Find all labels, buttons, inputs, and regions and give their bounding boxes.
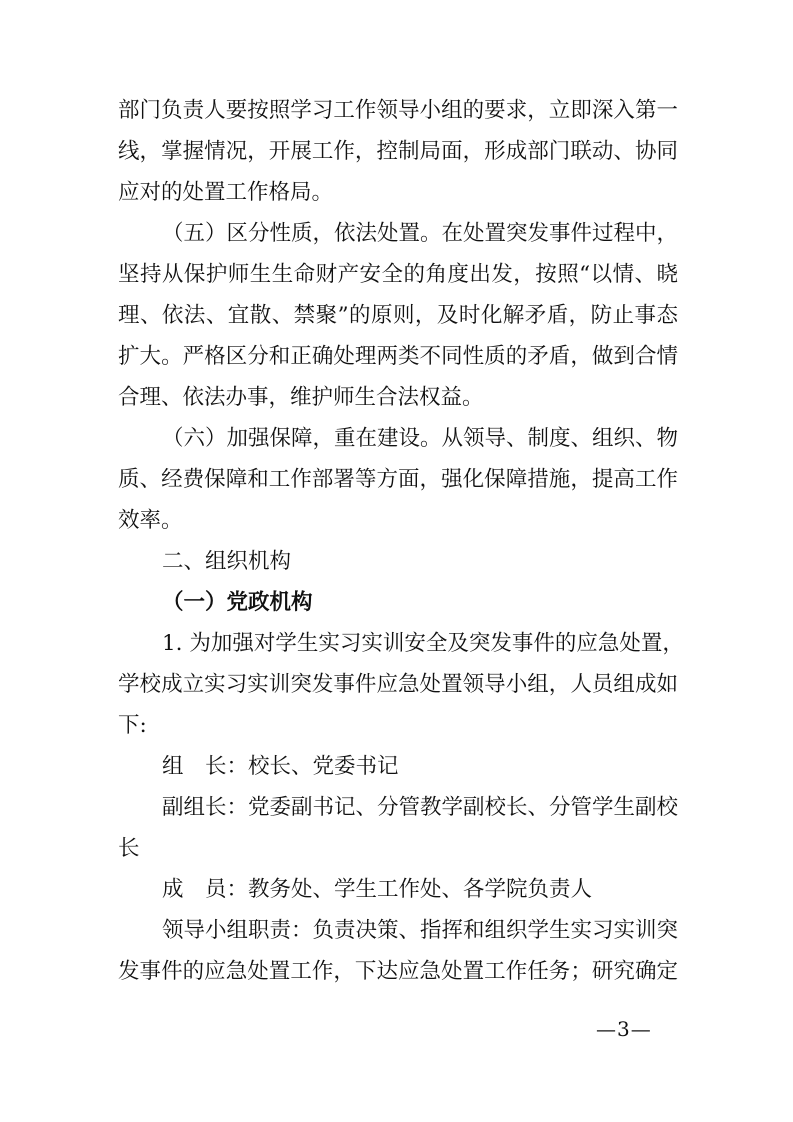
group-leader-line: 组 长：校长、党委书记 (162, 754, 399, 779)
deputy-leader-line: 副组长：党委副书记、分管教学副校长、分管学生副校 (162, 795, 679, 820)
body-text-line: 理、依法、宜散、禁聚”的原则，及时化解矛盾，防止事态 (118, 303, 678, 328)
body-text-line: 应对的处置工作格局。 (118, 180, 334, 205)
body-text-line: 学校成立实习实训突发事件应急处置领导小组，人员组成如 (118, 672, 678, 697)
body-text-line: 扩大。严格区分和正确处理两类不同性质的矛盾，做到合情 (118, 344, 678, 369)
body-text-line: 合理、依法办事，维护师生合法权益。 (118, 385, 484, 410)
body-text-line: 部门负责人要按照学习工作领导小组的要求，立即深入第一 (118, 98, 678, 123)
duties-line: 领导小组职责：负责决策、指挥和组织学生实习实训突 (162, 918, 679, 943)
section-heading-organization: 二、组织机构 (162, 549, 292, 574)
body-text-line: 线，掌握情况，开展工作，控制局面，形成部门联动、协同 (118, 139, 678, 164)
item-one-line: 1. 为加强对学生实习实训安全及突发事件的应急处置， (162, 631, 684, 656)
body-text-line: 质、经费保障和工作部署等方面，强化保障措施，提高工作 (118, 467, 678, 492)
body-text-line: 下: (118, 713, 147, 738)
body-text-line: 坚持从保护师生生命财产安全的角度出发，按照“以情、晓 (118, 262, 678, 287)
subsection-heading-party-government: （一）党政机构 (162, 590, 313, 615)
members-line: 成 员：教务处、学生工作处、各学院负责人 (162, 877, 593, 902)
section-six-heading-line: （六）加强保障，重在建设。从领导、制度、组织、物 (162, 426, 679, 451)
section-five-heading-line: （五）区分性质，依法处置。在处置突发事件过程中， (162, 221, 679, 246)
body-text-line: 效率。 (118, 508, 183, 533)
body-text-line: 长 (118, 836, 140, 861)
body-text-line: 发事件的应急处置工作，下达应急处置工作任务；研究确定 (118, 959, 678, 984)
page-number: —3— (596, 1017, 652, 1041)
